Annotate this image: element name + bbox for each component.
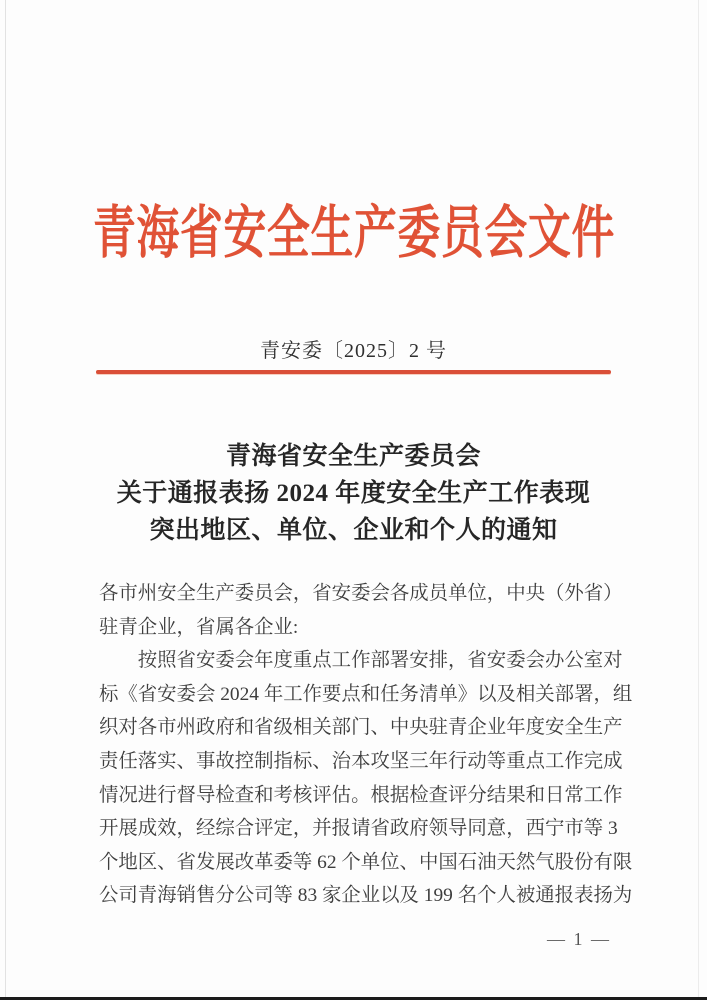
- document-title: [0, 438, 707, 549]
- letterhead-title: [0, 203, 707, 265]
- letterhead-title-text: 青海省安全生产委员会文件: [92, 202, 615, 265]
- body-line: 驻青企业，省属各企业:: [99, 616, 299, 638]
- document-title-line-3: 突出地区、单位、企业和个人的通知: [149, 517, 558, 544]
- body-line: 责任落实、事故控制指标、治本攻坚三年行动等重点工作完成: [99, 750, 623, 772]
- document-number: 青安委〔2025〕2 号: [260, 340, 447, 362]
- body-line: 织对各市州政府和省级相关部门、中央驻青企业年度安全生产: [99, 717, 623, 739]
- body-line: 标《省安委会 2024 年工作要点和任务清单》以及相关部署，组: [99, 683, 633, 705]
- body-line: 个地区、省发展改革委等 62 个单位、中国石油天然气股份有限: [99, 851, 633, 873]
- document-body: [99, 577, 633, 913]
- document-title-line-1: 青海省安全生产委员会: [225, 443, 481, 470]
- document-title-line-2: 关于通报表扬 2024 年度安全生产工作表现: [116, 480, 591, 507]
- body-line: 开展成效，经综合评定，并报请省政府领导同意，西宁市等 3: [99, 818, 618, 840]
- page-number: — 1 —: [547, 929, 611, 949]
- body-line: 按照省安委会年度重点工作部署安排，省安委会办公室对: [99, 650, 623, 672]
- red-separator-line: [96, 370, 611, 374]
- body-line: 情况进行督导检查和考核评估。根据检查评分结果和日常工作: [99, 784, 623, 806]
- body-line: 各市州安全生产委员会，省安委会各成员单位，中央（外省）: [99, 583, 623, 604]
- body-line: 公司青海销售分公司等 83 家企业以及 199 名个人被通报表扬为: [99, 885, 633, 907]
